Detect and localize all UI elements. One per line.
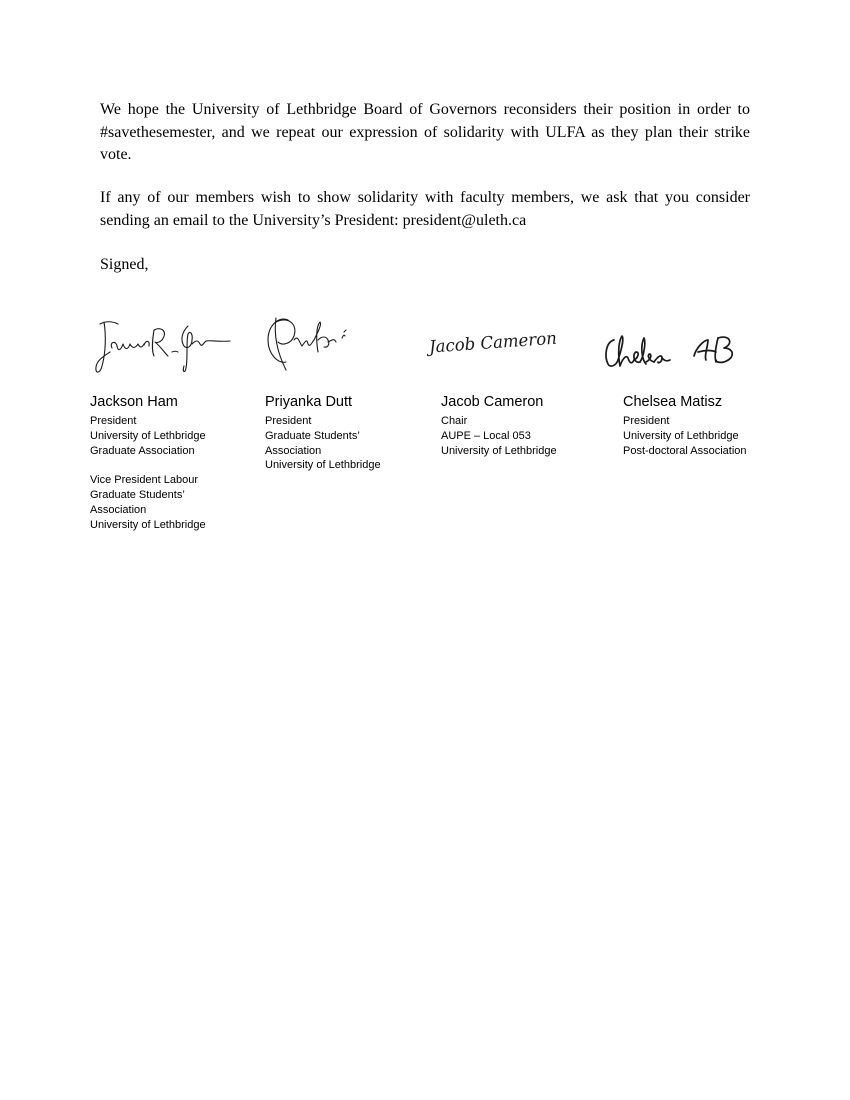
- signer-organization: University of Lethbridge: [441, 444, 557, 457]
- signer-title: Chair: [441, 415, 468, 427]
- signer-organization: Graduate Students’: [90, 488, 185, 501]
- signature-priyanka-dutt: [262, 312, 357, 374]
- signature-jacob-cameron: [425, 320, 565, 368]
- signer-organization: Association: [90, 503, 147, 516]
- body-paragraph-email-request: If any of our members wish to show solidarity with faculty members, we ask that you consider sending an email to the University’s President: president@uleth.ca: [100, 189, 750, 229]
- signer-organization: University of Lethbridge: [90, 518, 206, 531]
- signer-block-jackson-ham: [90, 393, 240, 532]
- signer-block-chelsea-matisz: [623, 393, 793, 458]
- signer-name: Chelsea Matisz: [623, 394, 723, 410]
- signer-name: Priyanka Dutt: [265, 394, 353, 410]
- signer-gap: [90, 458, 240, 473]
- signer-title: President: [90, 415, 137, 427]
- signature-jackson-ham: [92, 312, 232, 378]
- signature-chelsea-matisz: [600, 326, 745, 374]
- signer-organization: University of Lethbridge: [265, 459, 381, 472]
- signer-block-jacob-cameron: [441, 393, 601, 458]
- signer-organization: Association: [265, 444, 322, 457]
- signer-title: President: [623, 415, 670, 427]
- signer-organization: Graduate Association: [90, 444, 195, 457]
- signer-name: Jackson Ham: [90, 394, 178, 410]
- signer-title: President: [265, 415, 312, 427]
- signer-block-priyanka-dutt: [265, 393, 415, 473]
- signer-title: Vice President Labour: [90, 474, 199, 487]
- signature-cameron-text: Jacob Cameron: [428, 328, 562, 358]
- signer-organization: Graduate Students’: [265, 429, 360, 442]
- closing-signed: Signed,: [100, 256, 149, 273]
- body-paragraph-solidarity: We hope the University of Lethbridge Board of Governors reconsiders their position in order to #savethesemester, and we repeat our expression of solidarity with ULFA as they plan their strike vote.: [100, 101, 750, 163]
- signer-organization: AUPE – Local 053: [441, 429, 531, 442]
- signer-organization: Post-doctoral Association: [623, 444, 747, 457]
- signer-organization: University of Lethbridge: [90, 429, 206, 442]
- signer-organization: University of Lethbridge: [623, 429, 739, 442]
- signer-name: Jacob Cameron: [441, 394, 544, 410]
